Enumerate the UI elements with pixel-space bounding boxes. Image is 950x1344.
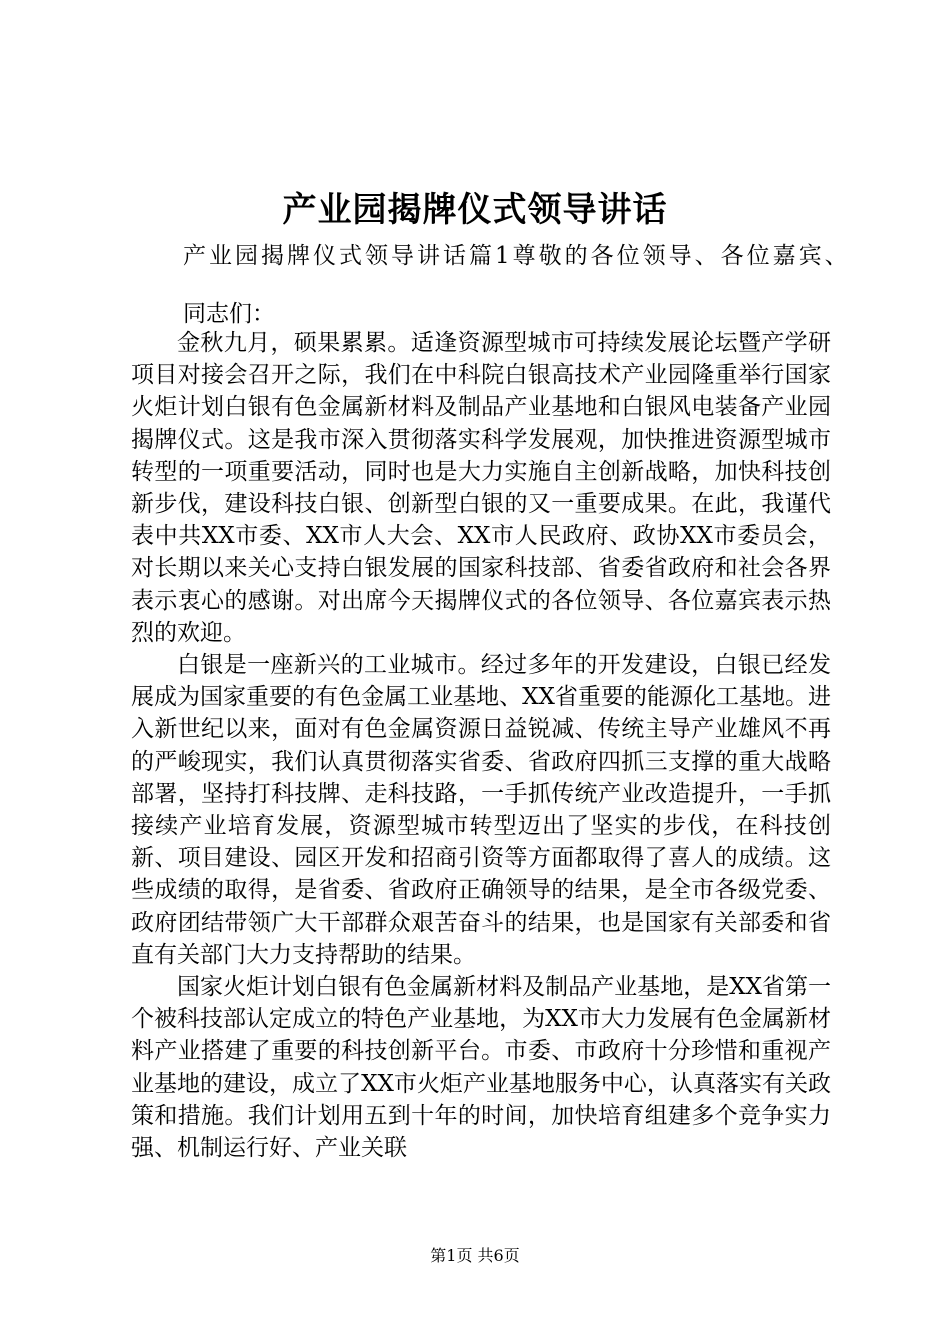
intro-line: 产业园揭牌仪式领导讲话篇1尊敬的各位领导、各位嘉宾、	[183, 243, 851, 269]
salutation: 同志们：	[183, 301, 275, 327]
document-title: 产业园揭牌仪式领导讲话	[282, 190, 668, 230]
page-footer: 第1页 共6页	[430, 1246, 520, 1265]
body-text	[131, 327, 831, 1164]
paragraph: 金秋九月，硕果累累。适逢资源型城市可持续发展论坛暨产学研项目对接会召开之际，我们在中科院白银高技术产业园隆重举行国家火炬计划白银有色金属新材料及制品产业基地和白银风电装备产业园揭牌仪式。这是我市深入贯彻落实科学发展观，加快推进资源型城市转型的一项重要活动，同时也是大力实施自主创新战略，加快科技创新步伐，建设科技白银、创新型白银的又一重要成果。在此，我谨代表中共XX市委、XX市人大会、XX市人民政府、政协XX市委员会，对长期以来关心支持白银发展的国家科技部、省委省政府和社会各界表示衷心的感谢。对出席今天揭牌仪式的各位领导、各位嘉宾表示热烈的欢迎。	[131, 330, 831, 646]
paragraph: 白银是一座新兴的工业城市。经过多年的开发建设，白银已经发展成为国家重要的有色金属工业基地、XX省重要的能源化工基地。进入新世纪以来，面对有色金属资源日益锐减、传统主导产业雄风不再的严峻现实，我们认真贯彻落实省委、省政府四抓三支撑的重大战略部署，坚持打科技牌、走科技路，一手抓传统产业改造提升，一手抓接续产业培育发展，资源型城市转型迈出了坚实的步伐，在科技创新、项目建设、园区开发和招商引资等方面都取得了喜人的成绩。这些成绩的取得，是省委、省政府正确领导的结果，是全市各级党委、政府团结带领广大干部群众艰苦奋斗的结果，也是国家有关部委和省直有关部门大力支持帮助的结果。	[131, 652, 831, 968]
paragraph: 国家火炬计划白银有色金属新材料及制品产业基地，是XX省第一个被科技部认定成立的特色产业基地，为XX市大力发展有色金属新材料产业搭建了重要的科技创新平台。市委、市政府十分珍惜和重视产业基地的建设，成立了XX市火炬产业基地服务中心，认真落实有关政策和措施。我们计划用五到十年的时间，加快培育组建多个竞争实力强、机制运行好、产业关联	[131, 974, 831, 1162]
